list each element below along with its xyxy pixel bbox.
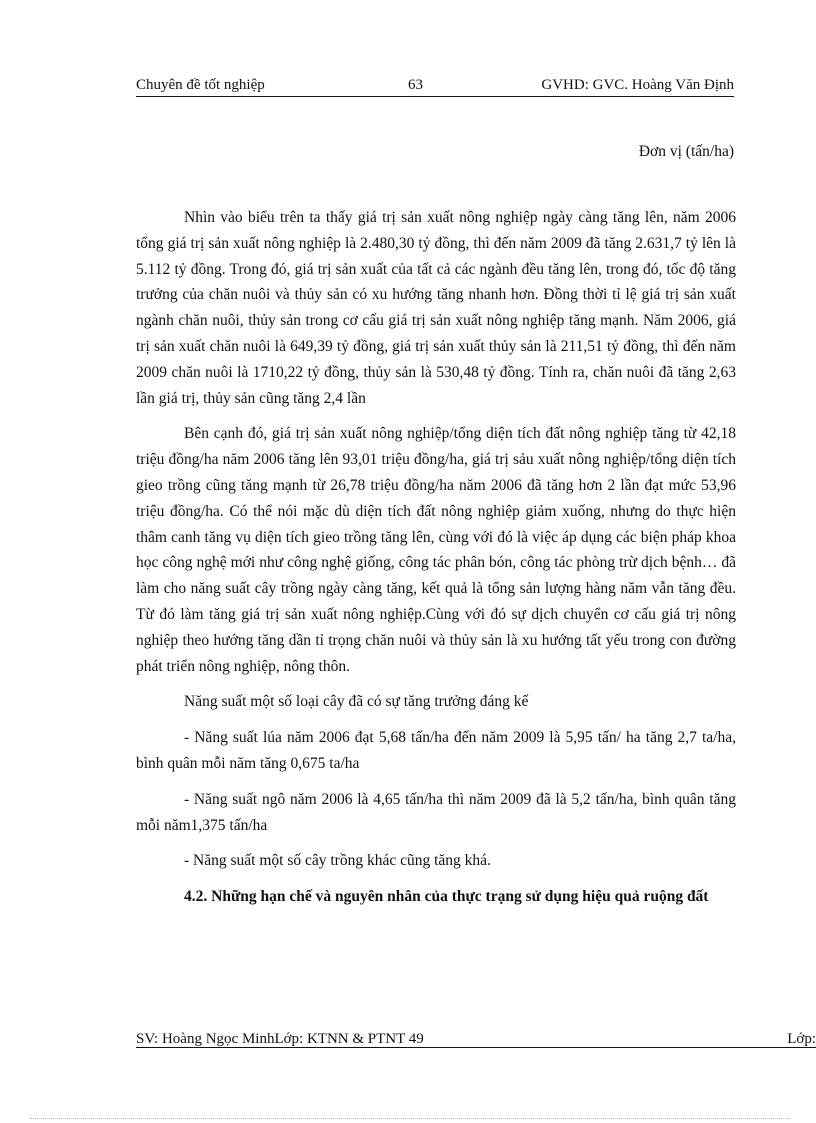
footer-class: Lớp: [787, 1031, 816, 1047]
page-bottom-divider [30, 1118, 790, 1119]
header-supervisor: GVHD: GVC. Hoàng Văn Định [541, 77, 734, 93]
paragraph-1: Nhìn vào biểu trên ta thấy giá trị sản xuất nông nghiệp ngày càng tăng lên, năm 2006 tổng giá trị sản xuất nông nghiệp là 2.480,30 tỷ đồng, thì đến năm 2009 đã tăng 2.631,7 tỷ lên là 5.112 tỷ đồng. Trong đó, giá trị sản xuất của tất cả các ngành đều tăng lên, trong đó, tốc độ tăng trưởng của chăn nuôi và thủy sản có xu hướng tăng nhanh hơn. Đồng thời tỉ lệ giá trị sản xuất ngành chăn nuôi, thủy sản trong cơ cấu giá trị sản xuất nông nghiệp tăng mạnh. Năm 2006, giá trị sản xuất chăn nuôi là 649,39 tỷ đồng, giá trị sản xuất thủy sản là 211,51 tỷ đồng, thì đến năm 2009 chăn nuôi là 1710,22 tỷ đồng, thủy sản là 530,48 tỷ đồng. Tính ra, chăn nuôi đã tăng 2,63 lần giá trị, thủy sản cũng tăng 2,4 lần [136, 209, 736, 407]
footer-student: SV: Hoàng Ngọc MinhLớp: KTNN & PTNT 49 [136, 1031, 424, 1047]
paragraph-3: Năng suất một số loại cây đã có sự tăng trưởng đáng kể [184, 693, 529, 711]
page-footer [136, 1031, 816, 1047]
paragraph-6: - Năng suất một số cây trồng khác cũng tăng khá. [184, 852, 491, 870]
page-number: 63 [408, 77, 423, 93]
unit-label: Đơn vị (tấn/ha) [638, 143, 734, 160]
paragraph-2: Bên cạnh đó, giá trị sản xuất nông nghiệp/tổng diện tích đất nông nghiệp tăng từ 42,18 triệu đồng/ha năm 2006 tăng lên 93,01 triệu đồng/ha, giá trị sảu xuất nông nghiệp/tổng diện tích gieo trồng cũng tăng mạnh từ 26,78 triệu đồng/ha năm 2006 đã tăng hơn 2 lần đạt mức 53,96 triệu đồng/ha. Có thể nói mặc dù diện tích đất nông nghiệp giảm xuống, nhưng do thực hiện thâm canh tăng vụ diện tích gieo trồng tăng lên, cùng với đó là việc áp dụng các biện pháp khoa học công nghệ mới như công nghệ giống, công tác phân bón, công tác phòng trừ dịch bệnh… đã làm cho năng suất cây trồng ngày càng tăng, kết quả là tổng sản lượng hàng năm vẫn tăng đều. Từ đó làm tăng giá trị sản xuất nông nghiệp.Cùng với đó sự dịch chuyển cơ cấu giá trị nông nghiệp theo hướng tăng dần tỉ trọng chăn nuôi và thủy sản là xu hướng tất yếu trong con đường phát triển nông nghiệp, nông thôn. [136, 425, 736, 675]
paragraph-4: - Năng suất lúa năm 2006 đạt 5,68 tấn/ha đến năm 2009 là 5,95 tấn/ ha tăng 2,7 ta/ha, bình quân mỗi năm tăng 0,675 ta/ha [136, 729, 736, 772]
page-header [136, 76, 734, 97]
paragraph-5: - Năng suất ngô năm 2006 là 4,65 tấn/ha thì năm 2009 đã là 5,2 tấn/ha, bình quân tăng mỗi năm1,375 tấn/ha [136, 790, 736, 834]
section-heading: 4.2. Những hạn chế và nguyên nhân của thực trạng sử dụng hiệu quả ruộng đất [184, 888, 709, 906]
footer-rule [136, 1047, 816, 1048]
document-body [136, 205, 736, 920]
header-title: Chuyên đề tốt nghiệp [136, 77, 265, 93]
